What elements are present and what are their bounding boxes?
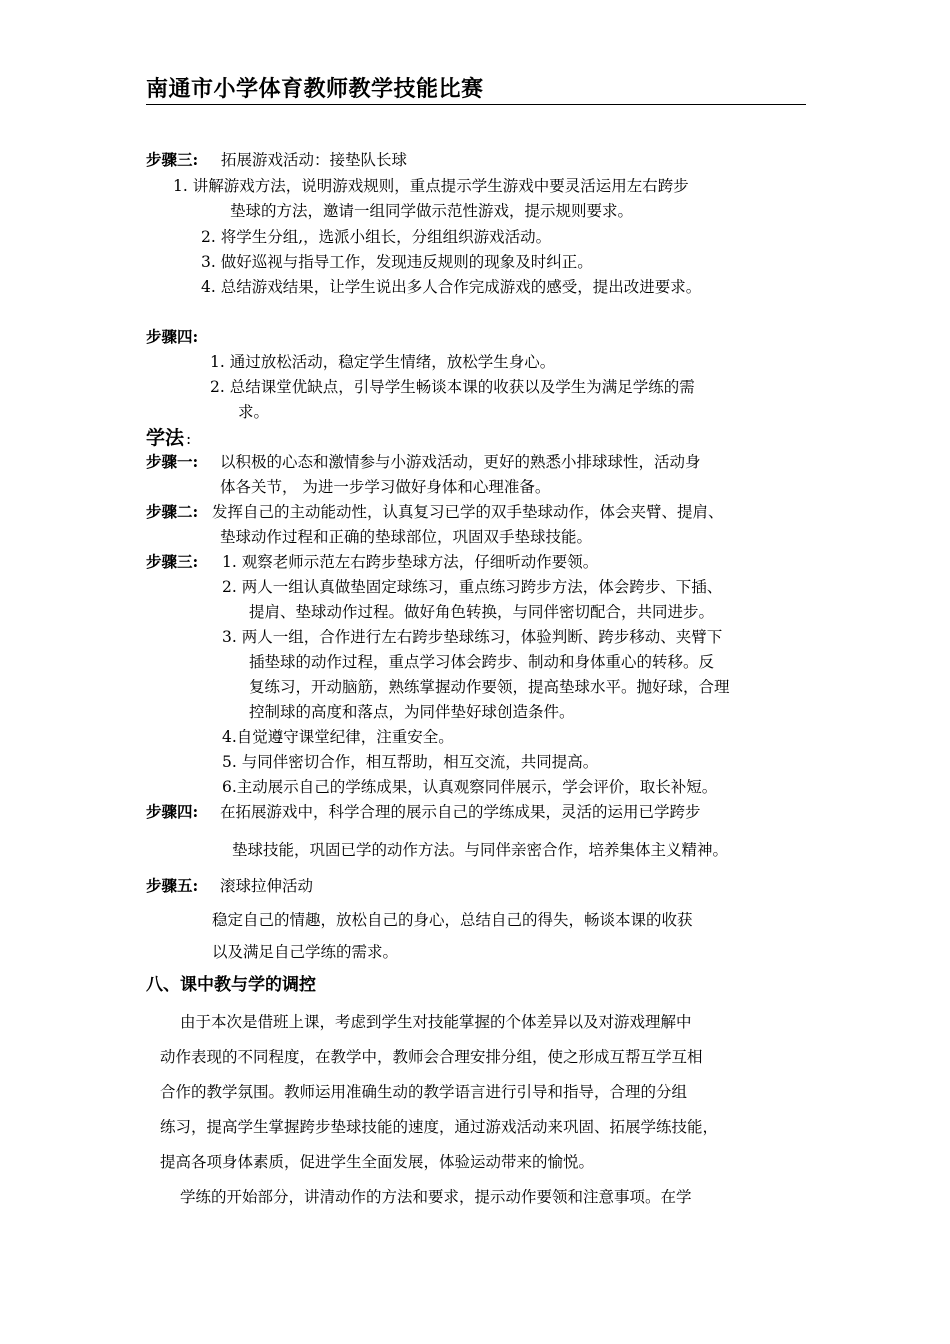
teach-step3-item1-b: 垫球的方法，邀请一组同学做示范性游戏，提示规则要求。: [230, 202, 634, 220]
teach-step3-item2: 2. 将学生分组,，选派小组长，分组组织游戏活动。: [201, 228, 552, 246]
section8-para2-line1: 学练的开始部分，讲清动作的方法和要求，提示动作要领和注意事项。在学: [180, 1188, 692, 1206]
teach-step3-item1-a: 1. 讲解游戏方法，说明游戏规则，重点提示学生游戏中要灵活运用左右跨步: [173, 177, 689, 195]
teach-step3-title: 拓展游戏活动：接垫队长球: [221, 151, 408, 169]
learn-step3-item2-a: 2. 两人一组认真做垫固定球练习，重点练习跨步方法，体会跨步、下插、: [222, 578, 723, 596]
learning-heading: 学法: [146, 427, 185, 449]
header-title: 南通市小学体育教师教学技能比赛: [146, 77, 484, 102]
section8-para1-line3: 合作的教学氛围。教师运用准确生动的教学语言进行引导和指导，合理的分组: [160, 1083, 688, 1101]
learn-step2-a: 发挥自己的主动能动性，认真复习已学的双手垫球动作，体会夹臂、提肩、: [212, 503, 724, 521]
learn-step5-a: 稳定自己的情趣，放松自己的身心，总结自己的得失，畅谈本课的收获: [212, 911, 693, 929]
teach-step3-label: 步骤三:: [146, 150, 199, 169]
teach-step4-item1: 1. 通过放松活动，稳定学生情绪，放松学生身心。: [210, 353, 556, 371]
section8-heading: 八、课中教与学的调控: [146, 975, 316, 995]
section8-para1-line4: 练习，提高学生掌握跨步垫球技能的速度，通过游戏活动来巩固、拓展学练技能，: [160, 1118, 719, 1136]
learn-step3-label: 步骤三:: [146, 552, 199, 571]
teach-step3-item3: 3. 做好巡视与指导工作，发现违反规则的现象及时纠正。: [201, 253, 593, 271]
learn-step3-item1: 1. 观察老师示范左右跨步垫球方法，仔细听动作要领。: [222, 553, 599, 571]
learn-step2-label: 步骤二:: [146, 502, 199, 521]
learn-step2-b: 垫球动作过程和正确的垫球部位，巩固双手垫球技能。: [220, 528, 593, 546]
learn-step3-item3-d: 控制球的高度和落点，为同伴垫好球创造条件。: [249, 703, 575, 721]
learn-step1-b: 体各关节， 为进一步学习做好身体和心理准备。: [220, 478, 551, 496]
section8-para1-line2: 动作表现的不同程度，在教学中，教师会合理安排分组，使之形成互帮互学互相: [160, 1048, 703, 1066]
teach-step4-item2-b: 求。: [238, 403, 270, 421]
learning-heading-colon: :: [186, 430, 192, 448]
page-header: [146, 72, 806, 105]
teach-step4-item2-a: 2. 总结课堂优缺点，引导学生畅谈本课的收获以及学生为满足学练的需: [210, 378, 695, 396]
learn-step3-item3-c: 复练习，开动脑筋，熟练掌握动作要领，提高垫球水平。抛好球，合理: [249, 678, 730, 696]
learn-step5-b: 以及满足自己学练的需求。: [212, 943, 399, 961]
learn-step3-item6: 6.主动展示自己的学练成果，认真观察同伴展示，学会评价，取长补短。: [222, 778, 718, 796]
learn-step5-title: 滚球拉伸活动: [220, 877, 314, 895]
learn-step3-item5: 5. 与同伴密切合作，相互帮助，相互交流，共同提高。: [222, 753, 599, 771]
section8-para1-line5: 提高各项身体素质，促进学生全面发展，体验运动带来的愉悦。: [160, 1153, 595, 1171]
learn-step3-item4: 4.自觉遵守课堂纪律，注重安全。: [222, 728, 454, 746]
teach-step3-item4: 4. 总结游戏结果，让学生说出多人合作完成游戏的感受，提出改进要求。: [201, 278, 702, 296]
learn-step4-a: 在拓展游戏中，科学合理的展示自己的学练成果，灵活的运用已学跨步: [220, 803, 701, 821]
learn-step3-item3-b: 插垫球的动作过程，重点学习体会跨步、制动和身体重心的转移。反: [249, 653, 715, 671]
learn-step3-item2-b: 提肩、垫球动作过程。做好角色转换，与同伴密切配合，共同进步。: [249, 603, 715, 621]
teach-step4-label: 步骤四:: [146, 327, 199, 346]
learn-step1-a: 以积极的心态和激情参与小游戏活动，更好的熟悉小排球球性，活动身: [220, 453, 701, 471]
learn-step4-label: 步骤四:: [146, 802, 199, 821]
learn-step4-b: 垫球技能，巩固已学的动作方法。与同伴亲密合作，培养集体主义精神。: [232, 841, 729, 859]
learn-step3-item3-a: 3. 两人一组，合作进行左右跨步垫球练习，体验判断、跨步移动、夹臂下: [222, 628, 723, 646]
learn-step1-label: 步骤一:: [146, 452, 199, 471]
section8-para1-line1: 由于本次是借班上课，考虑到学生对技能掌握的个体差异以及对游戏理解中: [180, 1013, 692, 1031]
learn-step5-label: 步骤五:: [146, 876, 199, 895]
